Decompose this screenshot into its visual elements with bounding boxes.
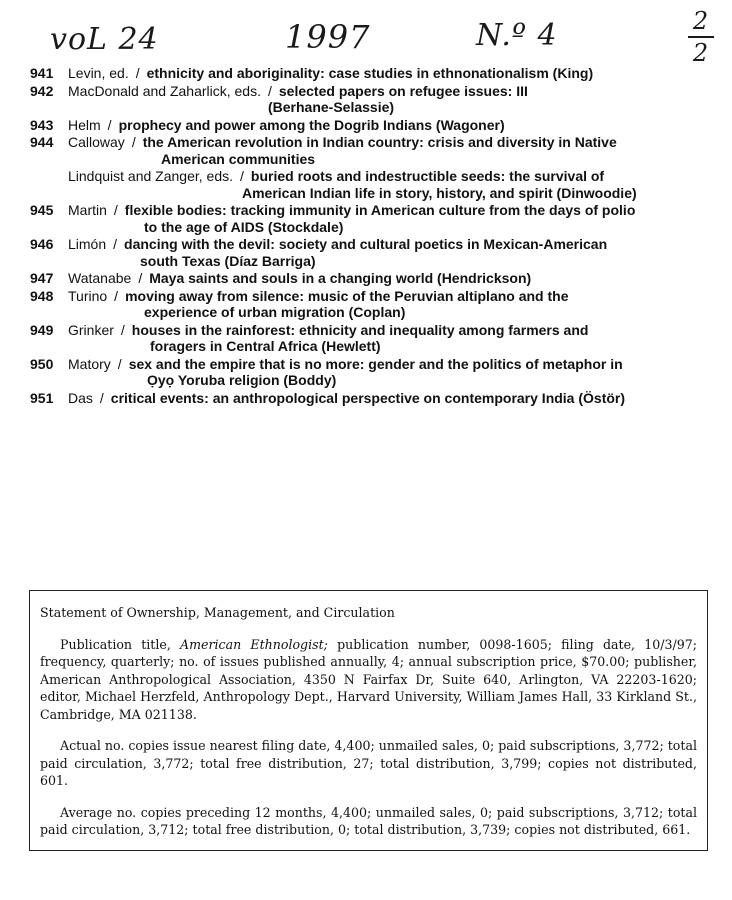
publication-post: publication number, 0098-1605; filing date, 10/3/97; frequency, quarterly; no. of issues published annually, 4; annual subscription price, $70.00; publisher, American Anthropological Association, 4350 N Fairfax Dr, Suite 640, Arlington, VA 22203-1620; editor, Michael Herzfeld, Anthropology Dept., Harvard University, William James Hall, 33 Kirkland St., Cambridge, MA 021138. — [40, 636, 697, 722]
entry-author: Grinker — [68, 321, 114, 338]
entry-title: Maya saints and souls in a changing world (Hendrickson) — [149, 270, 532, 286]
entry-title-continued: foragers in Central Africa (Hewlett) — [150, 338, 381, 354]
entry-separator: / — [114, 287, 119, 304]
entry-title: selected papers on refugee issues: III — [278, 82, 528, 99]
entry-author: Lindquist and Zanger, eds. — [68, 168, 234, 184]
list-item — [30, 356, 710, 389]
entry-separator: / — [99, 389, 104, 406]
list-item — [30, 134, 710, 167]
handwritten-year: 1997 — [285, 18, 371, 56]
entry-title-continued: to the age of AIDS (Stockdale) — [144, 218, 344, 235]
statement-paragraph-publication — [40, 636, 697, 724]
entry-author: Helm — [68, 116, 101, 133]
entry-separator: / — [113, 202, 118, 218]
entry-number: 947 — [30, 270, 54, 286]
list-item — [30, 117, 710, 134]
entry-author: Martin — [68, 202, 107, 218]
statement-paragraph-average: Average no. copies preceding 12 months, 4,400; unmailed sales, 0; paid subscriptions, 3,712; total paid circulation, 3,712; total free distribution, 0; total distribution, 3,739; copies not distributed, 661. — [40, 804, 697, 837]
entry-separator: / — [240, 168, 244, 184]
entry-author: Matory — [68, 355, 111, 372]
fraction-bottom: 2 — [692, 39, 710, 67]
entry-title-continued: south Texas (Díaz Barriga) — [140, 252, 316, 269]
publication-pre: Publication title, — [60, 636, 181, 652]
review-list — [30, 65, 710, 407]
entry-author: Calloway — [68, 134, 125, 150]
statement-paragraph-actual: Actual no. copies issue nearest filing date, 4,400; unmailed sales, 0; paid subscriptions, 3,772; total paid circulation, 3,772; total free distribution, 27; total distribution, 3,799; copies not distributed, 601. — [40, 738, 697, 788]
entry-title-continued: American Indian life in story, history, and spirit (Dinwoodie) — [242, 184, 637, 201]
entry-number: 950 — [30, 355, 54, 372]
entry-separator: / — [138, 270, 143, 286]
entry-number: 949 — [30, 321, 54, 338]
entry-title: critical events: an anthropological perspective on contemporary India (Östör) — [110, 389, 626, 406]
entry-author: Limón — [68, 236, 107, 252]
list-item — [30, 236, 710, 269]
entry-number: 942 — [30, 82, 54, 99]
entry-title: the American revolution in Indian country: crisis and diversity in Native — [142, 134, 617, 150]
entry-title: prophecy and power among the Dogrib Indians (Wagoner) — [118, 116, 505, 133]
handwritten-volume: voL 24 — [50, 22, 159, 57]
entry-separator: / — [107, 116, 112, 133]
entry-author: Watanabe — [68, 270, 132, 286]
entry-separator: / — [117, 355, 122, 372]
list-item — [30, 168, 710, 201]
statement-box — [29, 590, 708, 851]
entry-title-continued: (Berhane-Selassie) — [268, 99, 395, 115]
entry-title: dancing with the devil: society and cultural poetics in Mexican-American — [124, 236, 608, 252]
entry-title: moving away from silence: music of the Peruvian altiplano and the — [125, 287, 569, 304]
entry-author: Turino — [68, 287, 108, 304]
entry-title: ethnicity and aboriginality: case studies in ethnonationalism (King) — [146, 65, 594, 81]
entry-number: 943 — [30, 116, 54, 133]
list-item — [30, 202, 710, 235]
entry-author: Das — [68, 389, 93, 406]
entry-number: 951 — [30, 389, 54, 406]
entry-number: 946 — [30, 236, 54, 252]
entry-separator: / — [268, 82, 272, 99]
entry-title-continued: experience of urban migration (Coplan) — [144, 304, 406, 320]
handwritten-fraction — [688, 8, 714, 66]
entry-separator: / — [131, 134, 136, 150]
entry-author: MacDonald and Zaharlick, eds. — [68, 82, 261, 99]
entry-title: sex and the empire that is no more: gender and the politics of metaphor in — [128, 355, 623, 372]
statement-heading: Statement of Ownership, Management, and Circulation — [40, 605, 395, 620]
entry-title: flexible bodies: tracking immunity in American culture from the days of polio — [124, 202, 636, 218]
entry-title-continued: Ọyọ Yoruba religion (Boddy) — [147, 372, 337, 388]
fraction-top: 2 — [692, 7, 710, 35]
entry-number: 941 — [30, 65, 54, 81]
entry-title: houses in the rainforest: ethnicity and inequality among farmers and — [131, 321, 589, 338]
list-item — [30, 270, 710, 287]
entry-separator: / — [135, 65, 140, 81]
list-item — [30, 322, 710, 355]
list-item — [30, 83, 710, 116]
list-item — [30, 288, 710, 321]
list-item — [30, 65, 710, 82]
entry-number: 948 — [30, 287, 54, 304]
list-item — [30, 390, 710, 407]
entry-author: Levin, ed. — [68, 65, 129, 81]
entry-number: 944 — [30, 134, 54, 150]
fraction-bar — [688, 36, 714, 38]
entry-separator: / — [120, 321, 125, 338]
entry-title: buried roots and indestructible seeds: the survival of — [250, 168, 605, 184]
handwritten-number: N.º 4 — [476, 18, 558, 53]
entry-title-continued: American communities — [161, 150, 316, 167]
entry-separator: / — [113, 236, 118, 252]
publication-title: American Ethnologist; — [180, 636, 328, 652]
entry-number: 945 — [30, 202, 54, 218]
